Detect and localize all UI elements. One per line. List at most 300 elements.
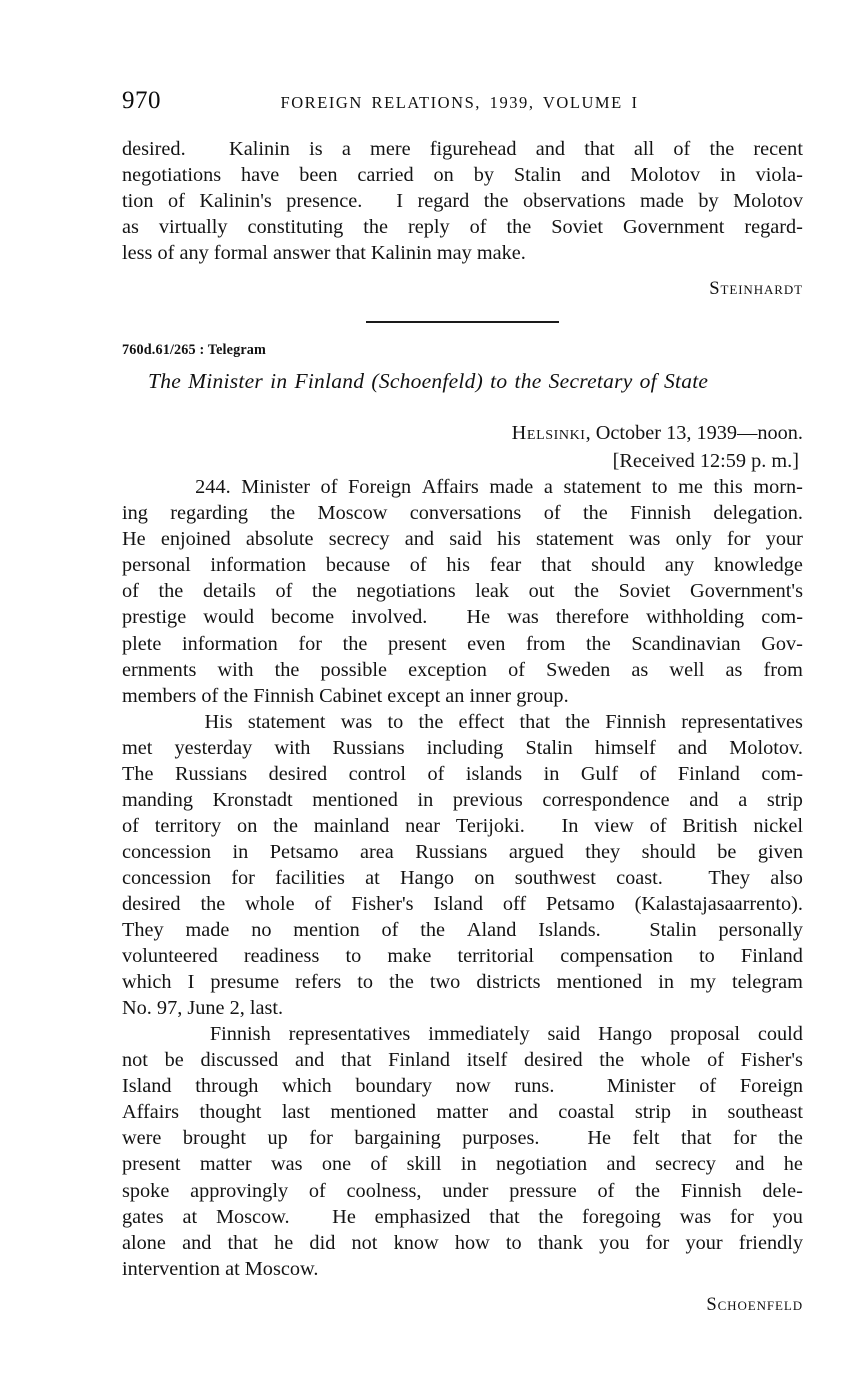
word: Minister [241, 476, 310, 499]
word: refers [295, 971, 342, 994]
text-line [122, 1230, 803, 1256]
word: Terijoki. [455, 814, 525, 837]
word: for [730, 1205, 754, 1228]
word: also [770, 866, 803, 889]
word: mere [370, 138, 411, 160]
word: prestige [122, 606, 187, 629]
word: Gulf [580, 762, 619, 785]
word: for [732, 1127, 757, 1150]
word: coast. [616, 866, 663, 889]
word: was [270, 1153, 303, 1176]
word: The [122, 762, 154, 785]
word: one [321, 1153, 352, 1176]
word: that [681, 1127, 712, 1150]
word: alone [122, 1231, 166, 1254]
running-head [122, 88, 802, 116]
signature-schoenfeld: Schoenfeld [706, 1293, 803, 1315]
paragraph-indent [159, 474, 185, 500]
word: manding [122, 788, 193, 811]
word: become [271, 606, 335, 629]
word: at [182, 1205, 198, 1228]
word: correspondence [542, 788, 670, 811]
word: Russians [174, 762, 248, 785]
word: was [507, 606, 539, 629]
word: Finnish [680, 1179, 742, 1202]
sentence-gap [377, 188, 382, 214]
word: Petsamo [545, 892, 615, 915]
word: is [309, 138, 323, 160]
word: strip [634, 1101, 671, 1124]
word: He [587, 1127, 612, 1150]
word: morn- [753, 476, 803, 499]
word: because [325, 554, 391, 577]
text-line [122, 136, 803, 162]
word: Fisher's [740, 1049, 803, 1072]
word: pressure [509, 1179, 577, 1202]
word: Scandinavian [631, 632, 741, 655]
word: mention [293, 919, 360, 942]
word: Finnish [630, 502, 691, 525]
word: to [387, 710, 404, 733]
word: to [505, 1231, 522, 1254]
word: how [454, 1231, 490, 1254]
sentence-gap [683, 865, 688, 891]
word: no [251, 919, 272, 942]
word: Moscow. [215, 1205, 290, 1228]
word: the [270, 502, 296, 525]
word: thank [537, 1231, 583, 1254]
word: the [574, 580, 599, 603]
word: that [489, 1205, 520, 1228]
word: a [341, 138, 351, 160]
word: withholding [646, 606, 745, 629]
word: including [426, 736, 504, 759]
text-line [122, 657, 803, 683]
word: a [738, 788, 748, 811]
paragraph-indent [163, 709, 189, 735]
section-divider [122, 321, 803, 323]
word: constituting [247, 216, 344, 239]
word: of [370, 1153, 388, 1176]
word: well [669, 658, 705, 681]
word: as [122, 216, 139, 239]
word: Stalin [525, 736, 573, 759]
word: for [309, 1127, 333, 1150]
dateline-date: , October 13, 1939—noon. [585, 422, 803, 445]
word: under [442, 1179, 489, 1202]
word: the [582, 502, 608, 525]
word: of [699, 1075, 717, 1098]
word: he [274, 1231, 294, 1254]
word: and [735, 1153, 765, 1176]
word: of [314, 892, 332, 915]
dateline [122, 420, 803, 474]
word: off [502, 892, 527, 915]
sentence-gap [561, 1125, 566, 1151]
text-line [122, 1073, 803, 1099]
word: Finland [740, 945, 803, 968]
text-line [122, 188, 803, 214]
word: strip [766, 788, 803, 811]
word: me [678, 476, 703, 499]
paragraph-indent [166, 1021, 192, 1047]
word: personally [718, 919, 803, 942]
word: that [519, 710, 550, 733]
word: information [210, 554, 307, 577]
word: Government [623, 216, 725, 239]
word: your [685, 1231, 723, 1254]
word: Hango [598, 1023, 653, 1046]
word: his [497, 528, 521, 551]
word: and [689, 788, 719, 811]
word: approvingly [190, 1179, 289, 1202]
word: They [708, 866, 750, 889]
word: fear [489, 554, 522, 577]
word: not [351, 1231, 378, 1254]
word: virtually [158, 216, 228, 239]
word: and [581, 164, 611, 187]
word: gates [122, 1205, 164, 1228]
text-line [122, 631, 803, 657]
word: last [281, 1101, 310, 1124]
word: representatives [681, 710, 803, 733]
word: exception [408, 658, 487, 681]
word: presume [210, 971, 280, 994]
word: the [389, 971, 414, 994]
word: Finland [388, 1049, 451, 1072]
dateline-place: Helsinki [511, 422, 586, 445]
word: for [231, 866, 255, 889]
word: previous [452, 788, 523, 811]
word: negotiations [122, 164, 222, 187]
word: a [543, 476, 553, 499]
dispatch-paragraph-3 [122, 1021, 803, 1281]
word: Kalinin's [199, 190, 272, 213]
word: to [345, 945, 362, 968]
word: to [699, 945, 715, 968]
word: reply [408, 216, 450, 239]
word: could [757, 1023, 803, 1046]
text-line [122, 604, 803, 630]
word: Moscow [317, 502, 388, 525]
word: plete [122, 632, 162, 655]
word: desired [268, 762, 328, 785]
word: proposal [670, 1023, 740, 1046]
text-line [122, 1125, 803, 1151]
word: made [489, 476, 534, 499]
word: telegram [731, 971, 803, 994]
word: be [717, 840, 737, 863]
text-line: No. 97, June 2, last. [122, 997, 284, 1020]
word: southeast [727, 1101, 803, 1124]
word: mentioned [330, 1101, 416, 1124]
word: Islands. [538, 919, 601, 942]
word: the [506, 216, 532, 239]
word: by [698, 190, 719, 213]
word: the [778, 1127, 803, 1150]
word: negotiations [356, 580, 456, 603]
word: absolute [245, 528, 314, 551]
word: 244. [195, 476, 231, 499]
word: for [298, 632, 322, 655]
text-line: intervention at Moscow. [122, 1257, 319, 1280]
word: view [594, 814, 634, 837]
text-line: members of the Finnish Cabinet except an inner group. [122, 684, 569, 707]
word: districts [476, 971, 541, 994]
sentence-gap [578, 1073, 583, 1099]
word: to [357, 971, 374, 994]
word: coolness, [346, 1179, 422, 1202]
text-line [122, 761, 803, 787]
text-line [122, 891, 803, 917]
word: only [675, 528, 712, 551]
word: for [726, 528, 751, 551]
word: present [387, 632, 447, 655]
word: have [241, 164, 280, 187]
word: the [200, 892, 226, 915]
word: negotiation [495, 1153, 588, 1176]
word: which [122, 971, 172, 994]
word: matter [199, 1153, 252, 1176]
word: was [679, 1205, 712, 1228]
word: statement [247, 710, 326, 733]
word: the [635, 1179, 660, 1202]
word: concession [122, 866, 211, 889]
word: knowledge [713, 554, 803, 577]
word: all [633, 138, 655, 160]
word: ing [122, 502, 148, 525]
word: with [274, 736, 311, 759]
word: the [418, 710, 444, 733]
word: involved. [351, 606, 428, 629]
word: said [547, 1023, 581, 1046]
word: recent [753, 138, 803, 160]
word: the [274, 658, 300, 681]
word: near [405, 814, 441, 837]
text-line [122, 1204, 803, 1230]
word: in [417, 788, 434, 811]
word: on [237, 814, 258, 837]
text-line [122, 1021, 803, 1047]
word: Foreign [739, 1075, 803, 1098]
word: as [725, 658, 743, 681]
word: of [673, 138, 691, 160]
word: and [677, 736, 708, 759]
word: Petsamo [269, 840, 339, 863]
word: figurehead [429, 138, 517, 160]
word: enjoined [160, 528, 231, 551]
word: out [528, 580, 555, 603]
text-column [122, 136, 803, 1316]
text-line [122, 578, 803, 604]
dispatch-caption: The Minister in Finland (Schoenfeld) to the Secretary of State [148, 369, 709, 394]
word: his [446, 554, 471, 577]
word: was [340, 710, 373, 733]
word: discussed [200, 1049, 279, 1072]
sentence-gap [623, 917, 628, 943]
word: given [757, 840, 803, 863]
word: com- [761, 606, 803, 629]
word: delegation. [713, 502, 803, 525]
word: Finnish [605, 710, 667, 733]
word: this [713, 476, 743, 499]
word: the [565, 710, 590, 733]
word: of [597, 1179, 615, 1202]
word: tion [122, 190, 154, 213]
word: he [783, 1153, 803, 1176]
word: be [164, 1049, 184, 1072]
word: Molotov [733, 190, 803, 213]
text-line [122, 214, 803, 240]
word: now [455, 1075, 491, 1098]
word: should [591, 554, 646, 577]
word: readiness [243, 945, 320, 968]
word: He [332, 1205, 356, 1228]
word: up [267, 1127, 288, 1150]
word: com- [761, 762, 803, 785]
page-number: 970 [122, 87, 161, 114]
word: territorial [457, 945, 535, 968]
word: even [467, 632, 506, 655]
word: regard- [744, 216, 803, 239]
word: presence. [286, 190, 363, 213]
word: They [122, 919, 164, 942]
word: whole [640, 1049, 691, 1072]
word: the [312, 580, 337, 603]
word: compensation [560, 945, 673, 968]
word: immediately [428, 1023, 530, 1046]
word: southwest [514, 866, 596, 889]
word: Minister [606, 1075, 676, 1098]
word: from [525, 632, 566, 655]
word: said [449, 528, 482, 551]
text-line [122, 1047, 803, 1073]
word: felt [632, 1127, 660, 1150]
word: runs. [514, 1075, 555, 1098]
word: dele- [762, 1179, 803, 1202]
word: argued [508, 840, 564, 863]
word: mentioned [556, 971, 643, 994]
word: make [387, 945, 432, 968]
word: mentioned [312, 788, 398, 811]
word: any [664, 554, 695, 577]
word: to [651, 476, 668, 499]
sentence-gap [205, 136, 210, 162]
word: Hango [400, 866, 455, 889]
text-line [122, 1178, 803, 1204]
word: desired. [122, 138, 186, 160]
word: statement [563, 476, 642, 499]
word: Finland [677, 762, 740, 785]
word: my [690, 971, 716, 994]
text-line [122, 500, 803, 526]
word: present [122, 1153, 181, 1176]
word: information [182, 632, 278, 655]
word: were [122, 1127, 162, 1150]
word: of [168, 190, 185, 213]
sentence-gap [541, 813, 546, 839]
word: Soviet [551, 216, 604, 239]
word: spoke [122, 1179, 170, 1202]
word: nickel [753, 814, 803, 837]
text-line [122, 865, 803, 891]
word: himself [594, 736, 656, 759]
word: the [585, 632, 611, 655]
word: regarding [170, 502, 249, 525]
word: of [381, 919, 399, 942]
text-line [122, 1151, 803, 1177]
word: did [309, 1231, 336, 1254]
sentence-gap [308, 1204, 313, 1230]
text-line [122, 526, 803, 552]
word: which [282, 1075, 332, 1098]
text-line: less of any formal answer that Kalinin may make. [122, 242, 526, 265]
word: concession [122, 840, 211, 863]
word: at [365, 866, 380, 889]
word: bargaining [354, 1127, 441, 1150]
word: the [483, 190, 509, 213]
word: the [363, 216, 389, 239]
word: two [429, 971, 461, 994]
word: secrecy [655, 1153, 716, 1176]
word: and [404, 528, 434, 551]
word: statement [535, 528, 614, 551]
word: in [658, 971, 674, 994]
word: He [122, 528, 146, 551]
word: on [474, 866, 495, 889]
word: would [203, 606, 254, 629]
text-line [122, 813, 803, 839]
word: that [340, 1049, 372, 1072]
word: Fisher's [351, 892, 414, 915]
word: yesterday [174, 736, 253, 759]
word: for [645, 1231, 670, 1254]
signature-steinhardt: Steinhardt [709, 278, 803, 300]
word: conversations [409, 502, 522, 525]
word: leak [475, 580, 509, 603]
word: Island [122, 1075, 172, 1098]
word: Finnish [209, 1023, 271, 1046]
word: I [396, 190, 403, 213]
word: whole [245, 892, 295, 915]
word: Soviet [618, 580, 671, 603]
word: in [543, 762, 560, 785]
word: skill [406, 1153, 442, 1176]
word: British [682, 814, 738, 837]
word: volunteered [122, 945, 218, 968]
word: details [202, 580, 256, 603]
word: purposes. [462, 1127, 540, 1150]
word: you [772, 1205, 803, 1228]
word: itself [466, 1049, 508, 1072]
text-line [122, 839, 803, 865]
word: regard [417, 190, 470, 213]
word: In [561, 814, 579, 837]
word: emphasized [374, 1205, 471, 1228]
word: His [204, 710, 233, 733]
text-line [122, 787, 803, 813]
word: of [639, 762, 657, 785]
word: that [584, 138, 615, 160]
word: matter [436, 1101, 489, 1124]
word: of [308, 1179, 326, 1202]
word: the [273, 814, 298, 837]
word: of [409, 554, 427, 577]
word: foregoing [582, 1205, 661, 1228]
word: Kalinin [229, 138, 290, 160]
word: He [466, 606, 491, 629]
word: was [628, 528, 661, 551]
